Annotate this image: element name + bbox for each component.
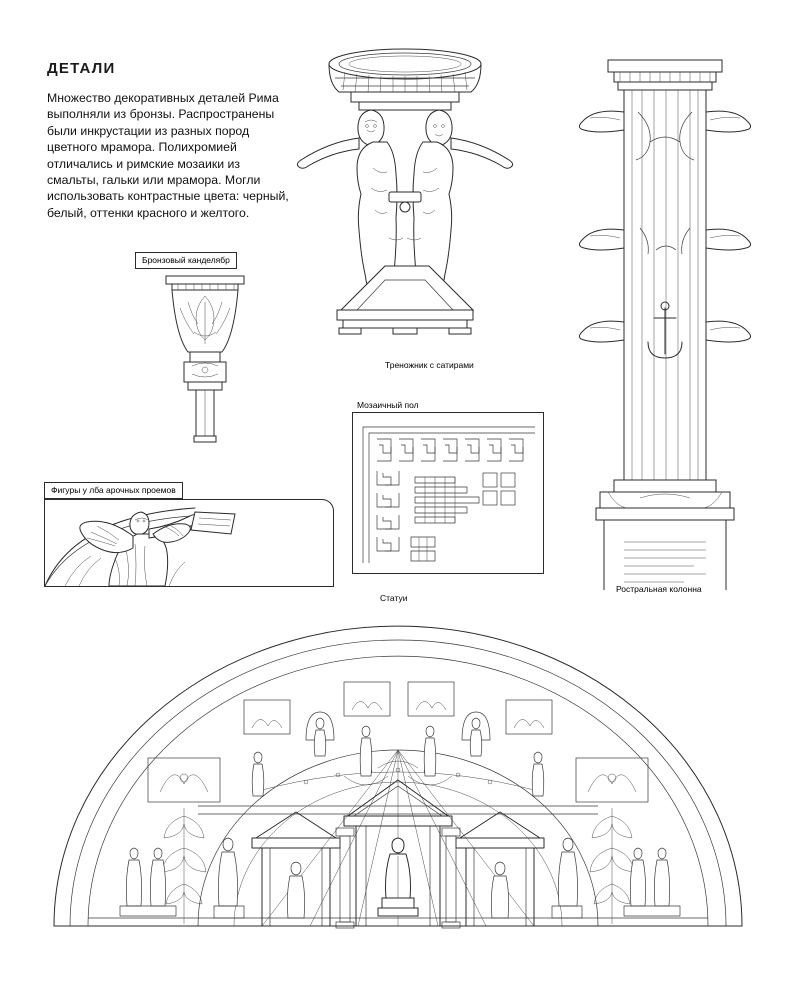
caption-tripod: Треножник с сатирами bbox=[385, 360, 474, 370]
intro-paragraph: Множество декоративных деталей Рима выполняли из бронзы. Распространены были инкрустации из разных пород цветного мрамора. Полихромией отличались и римские мозаики из смальты, гальки или мрамора. Могли использовать контрастные цвета: черный, белый, оттенки красного и желтого. bbox=[47, 91, 289, 220]
caption-rostral-column: Ростральная колонна bbox=[616, 584, 702, 594]
figure-rostral-column bbox=[570, 50, 760, 590]
page-title: ДЕТАЛИ bbox=[47, 60, 116, 77]
rostral-column-illustration bbox=[570, 50, 760, 590]
figure-statues-niche bbox=[48, 600, 748, 930]
candelabrum-illustration bbox=[150, 268, 260, 458]
caption-statues: Статуи bbox=[380, 593, 408, 603]
figure-mosaic-floor bbox=[352, 412, 544, 574]
mosaic-floor-illustration bbox=[353, 413, 543, 573]
figure-candelabrum bbox=[150, 268, 260, 458]
caption-arch-spandrel-figures: Фигуры у лба арочных проемов bbox=[44, 482, 183, 499]
winged-victory-illustration bbox=[45, 500, 333, 586]
statues-illustration bbox=[48, 600, 748, 930]
figure-tripod-with-satyrs bbox=[285, 38, 525, 358]
figure-arch-spandrel bbox=[44, 499, 334, 587]
caption-mosaic-floor: Мозаичный пол bbox=[357, 400, 419, 410]
caption-candelabrum: Бронзовый канделябр bbox=[135, 252, 237, 269]
tripod-illustration bbox=[285, 38, 525, 358]
